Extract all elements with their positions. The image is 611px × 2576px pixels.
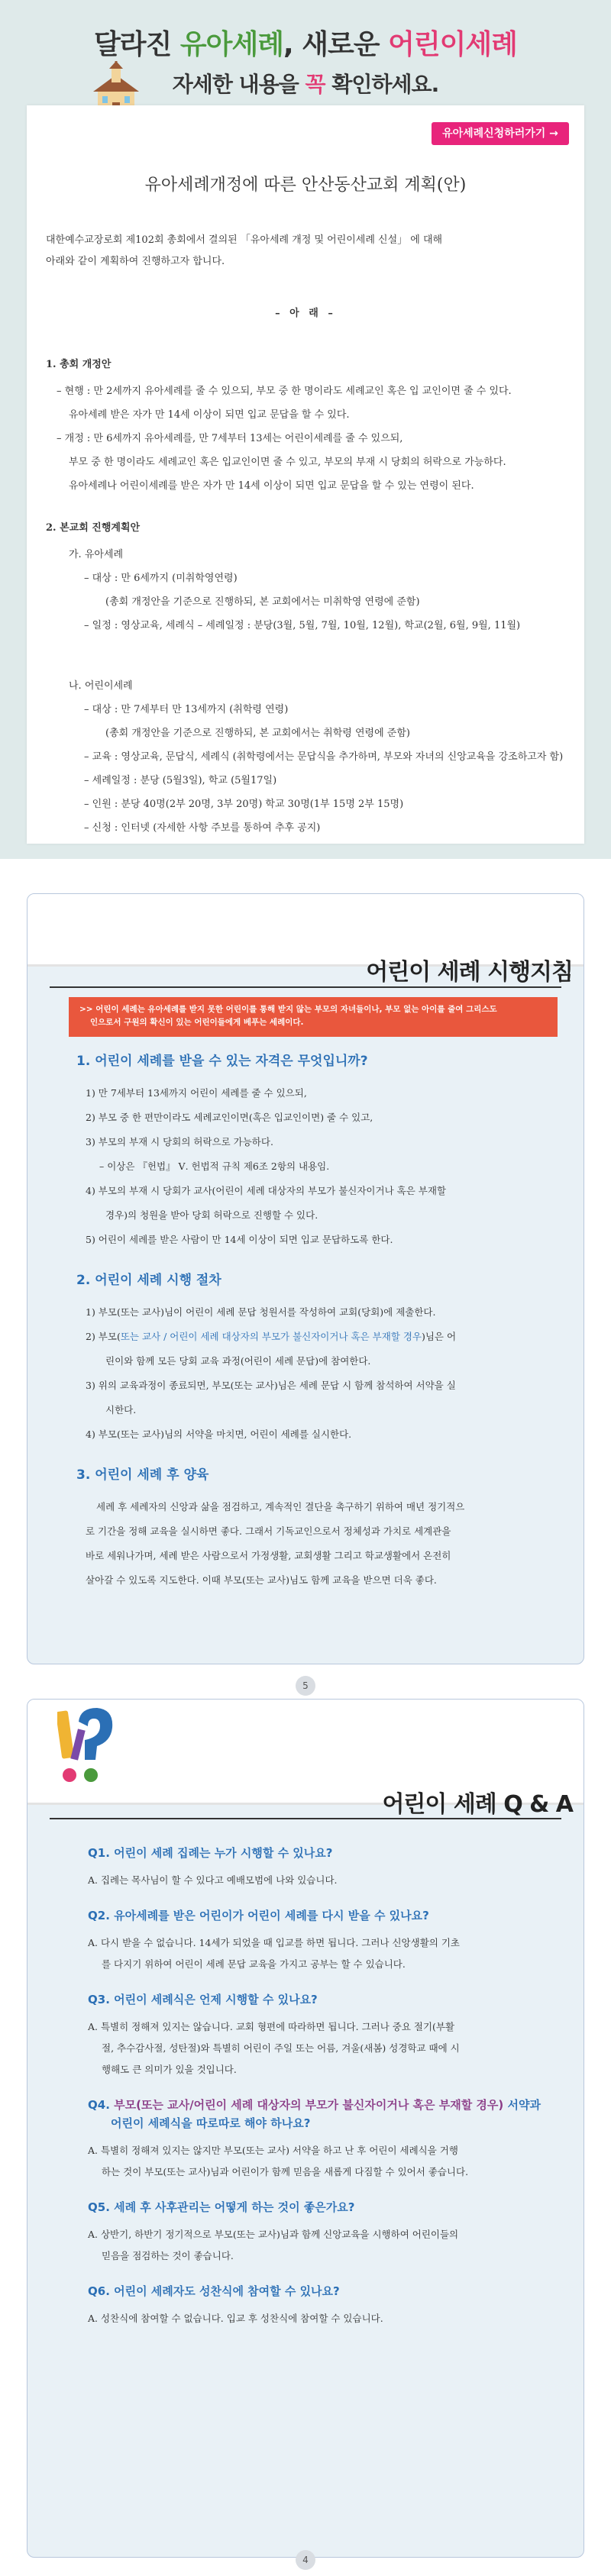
qa-question: Q6. 어린이 세례자도 성찬식에 참여할 수 있나요? (88, 2284, 340, 2298)
guideline-line: 린이와 함께 모든 당회 교육 과정(어린이 세례 문답)에 참여한다. (105, 1355, 371, 1367)
document-body (46, 172, 565, 840)
doc-line: 유아세례 받은 자가 만 14세 이상이 되면 입교 문답을 할 수 있다. (69, 409, 350, 421)
qa-question: Q5. 세례 후 사후관리는 어떻게 하는 것이 좋은가요? (88, 2200, 355, 2214)
question-exclamation-icon (57, 1708, 115, 1792)
guideline-heading: 3. 어린이 세례 후 양육 (76, 1467, 209, 1483)
doc-line: – 개정 : 만 6세까지 유아세례를, 만 7세부터 13세는 어린이세례를 줄 수 있으되, (57, 433, 403, 444)
qa-answer: A. 상반기, 하반기 정기적으로 부모(또는 교사)님과 함께 신앙교육을 시행하여 어린이들의 믿음을 점검하는 것이 좋습니다. (88, 2229, 459, 2261)
section-heading: 2. 본교회 진행계획안 (46, 522, 141, 534)
baptism-plan-section (0, 0, 611, 859)
doc-line: – 교육 : 영상교육, 문답식, 세례식 (취학령에서는 문답식을 추가하며, 부모와 자녀의 신앙교육을 강조하고자 함) (84, 751, 564, 763)
title-underline (50, 1818, 561, 1819)
document-title: 유아세례개정에 따른 안산동산교회 계획(안) (144, 176, 467, 195)
document-intro: 대한예수교장로회 제102회 총회에서 결의된 「유아세례 개정 및 어린이세례 신설」 에 대해 아래와 같이 계획하여 진행하고자 합니다. (46, 234, 443, 267)
notice-banner: >> 어린이 세례는 유아세례를 받지 못한 어린이를 통해 받지 않는 부모의 자녀들이나, 부모 없는 아이를 줄여 그리스도 인으로서 구원의 확신이 있는 어린이들에게 베푸는 세례이다. (69, 997, 558, 1037)
document-divider-label: – 아 래 – (275, 308, 336, 319)
guideline-paragraph: 세례 후 세례자의 신앙과 삶을 점검하고, 계속적인 결단을 촉구하기 위하여 매년 정기적으 로 기간을 정해 교육을 실시하면 좋다. 그래서 기독교인으로서 정체성과 가치로 세계관을 바로 세워나가며, 세례 받은 사람으로서 가정생활, 교회생활 그리고 학교생활에서 온전히 살아갈 수 있도록 지도한다. 이때 부모(또는 교사)님도 함께 교육을 받으면 더욱 좋다. (86, 1501, 465, 1586)
doc-line: (총회 개정안을 기준으로 진행하되, 본 교회에서는 미취학영 연령에 준함) (105, 596, 420, 608)
guideline-line: – 이상은 『헌법』 Ⅴ. 헌법적 규칙 제6조 2항의 내용임. (99, 1160, 330, 1172)
qa-body (88, 1844, 546, 2345)
qa-question: Q2. 유아세례를 받은 어린이가 어린이 세례를 다시 받을 수 있나요? (88, 1909, 429, 1922)
guideline-line: 2) 부모(또는 교사 / 어린이 세례 대상자의 부모가 불신자이거나 혹은 부재할 경우)님은 어 (86, 1331, 457, 1342)
qa-answer: A. 집례는 목사님이 할 수 있다고 예배모범에 나와 있습니다. (88, 1874, 338, 1886)
doc-line: (총회 개정안을 기준으로 진행하되, 본 교회에서는 취학령 연령에 준함) (105, 728, 410, 739)
guideline-heading: 1. 어린이 세례를 받을 수 있는 자격은 무엇입니까? (76, 1054, 368, 1069)
qa-question: Q1. 어린이 세례 집례는 누가 시행할 수 있나요? (88, 1846, 333, 1860)
section-heading: 1. 총회 개정안 (46, 359, 112, 370)
guidelines-body (76, 1050, 565, 1593)
guideline-line: 경우)의 청원을 받아 당회 허락으로 진행할 수 있다. (105, 1209, 318, 1221)
headline-line2: 자세한 내용을 꼭 확인하세요. (172, 72, 439, 97)
guideline-line: 3) 위의 교육과정이 종료되면, 부모(또는 교사)님은 세례 문답 시 함께 참석하여 서약을 실 (86, 1380, 456, 1391)
doc-line: 유아세례나 어린이세례를 받은 자가 만 14세 이상이 되면 입교 문답을 할 수 있는 연령이 된다. (69, 480, 474, 492)
doc-line: – 대상 : 만 6세까지 (미취학영연령) (84, 573, 238, 584)
doc-subheading: 나. 어린이세례 (69, 680, 133, 692)
guideline-heading: 2. 어린이 세례 시행 절차 (76, 1273, 221, 1288)
qa-answer: A. 다시 받을 수 없습니다. 14세가 되었을 때 입교를 하면 됩니다. 그러나 신앙생활의 기초 를 다지기 위하여 어린이 세례 문답 교육을 가지고 공부는 할 수 있습니다. (88, 1937, 460, 1970)
guideline-line: 1) 만 7세부터 13세까지 어린이 세례를 줄 수 있으되, (86, 1087, 307, 1099)
qa-question: Q4. 부모(또는 교사/어린이 세례 대상자의 부모가 불신자이거나 혹은 부재할 경우) 서약과 어린이 세례식을 따로따로 해야 하나요? (88, 2098, 541, 2130)
doc-line: – 신청 : 인터넷 (자세한 사항 주보를 통하여 추후 공지) (84, 822, 321, 834)
page-number: 5 (296, 1676, 315, 1696)
qa-answer: A. 특별히 정해져 있지는 않지만 부모(또는 교사) 서약을 하고 난 후 어린이 세례식을 거행 하는 것이 부모(또는 교사)님과 어린이가 함께 믿음을 새롭게 다짐할 수 있어서 좋습니다. (88, 2145, 469, 2177)
doc-subheading: 가. 유아세례 (69, 549, 124, 560)
guidelines-title: 어린이 세례 시행지침 (366, 959, 573, 986)
guideline-line: 4) 부모의 부재 시 당회가 교사(어린이 세례 대상자의 부모가 불신자이거나 혹은 부재할 (86, 1185, 446, 1196)
doc-line: – 일정 : 영상교육, 세례식 – 세례일정 : 분당(3월, 5월, 7월, 10월, 12월), 학교(2월, 6월, 9월, 11월) (84, 620, 521, 631)
doc-line: 부모 중 한 명이라도 세례교인 혹은 입교인이면 줄 수 있고, 부모의 부재 시 당회의 허락으로 가능하다. (69, 457, 506, 468)
qa-question: Q3. 어린이 세례식은 언제 시행할 수 있나요? (88, 1993, 318, 2006)
qa-answer: A. 성찬식에 참여할 수 없습니다. 입교 후 성찬식에 참여할 수 있습니다. (88, 2313, 383, 2324)
apply-infant-baptism-button[interactable]: 유아세례신청하러가기 → (432, 122, 569, 145)
title-underline (50, 986, 561, 988)
page-number: 4 (296, 2550, 315, 2570)
headline-line1: 달라진 유아세례, 새로운 어린이세례 (94, 29, 517, 60)
doc-line: – 현행 : 만 2세까지 유아세례를 줄 수 있으되, 부모 중 한 명이라도 세례교인 혹은 입 교인이면 줄 수 있다. (57, 386, 512, 397)
doc-line: – 대상 : 만 7세부터 만 13세까지 (취학령 연령) (84, 704, 289, 715)
guideline-line: 4) 부모(또는 교사)님의 서약을 마치면, 어린이 세례를 실시한다. (86, 1428, 352, 1440)
guideline-line: 1) 부모(또는 교사)님이 어린이 세례 문답 청원서를 작성하여 교회(당회)에 제출한다. (86, 1306, 436, 1318)
guideline-line: 2) 부모 중 한 편만이라도 세례교인이면(혹은 입교인이면) 줄 수 있고, (86, 1112, 373, 1123)
guideline-line: 3) 부모의 부재 시 당회의 허락으로 가능하다. (86, 1136, 273, 1148)
guideline-line: 시한다. (105, 1404, 137, 1416)
doc-line: – 인원 : 분당 40명(2부 20명, 3부 20명) 학교 30명(1부 15명 2부 15명) (84, 799, 404, 810)
doc-line: – 세례일정 : 분당 (5월3일), 학교 (5월17일) (84, 775, 277, 786)
qa-title: 어린이 세례 Q & A (382, 1791, 573, 1818)
qa-answer: A. 특별히 정해져 있지는 않습니다. 교회 형편에 따라하면 됩니다. 그러나 중요 절기(부활 절, 추수감사절, 성탄절)와 특별히 어린이 주일 또는 어름, 겨울(새봄) 성경학교 때에 시 행해도 큰 의미가 있을 것입니다. (88, 2021, 460, 2075)
guideline-line: 5) 어린이 세례를 받은 사람이 만 14세 이상이 되면 입교 문답하도록 한다. (86, 1234, 393, 1245)
